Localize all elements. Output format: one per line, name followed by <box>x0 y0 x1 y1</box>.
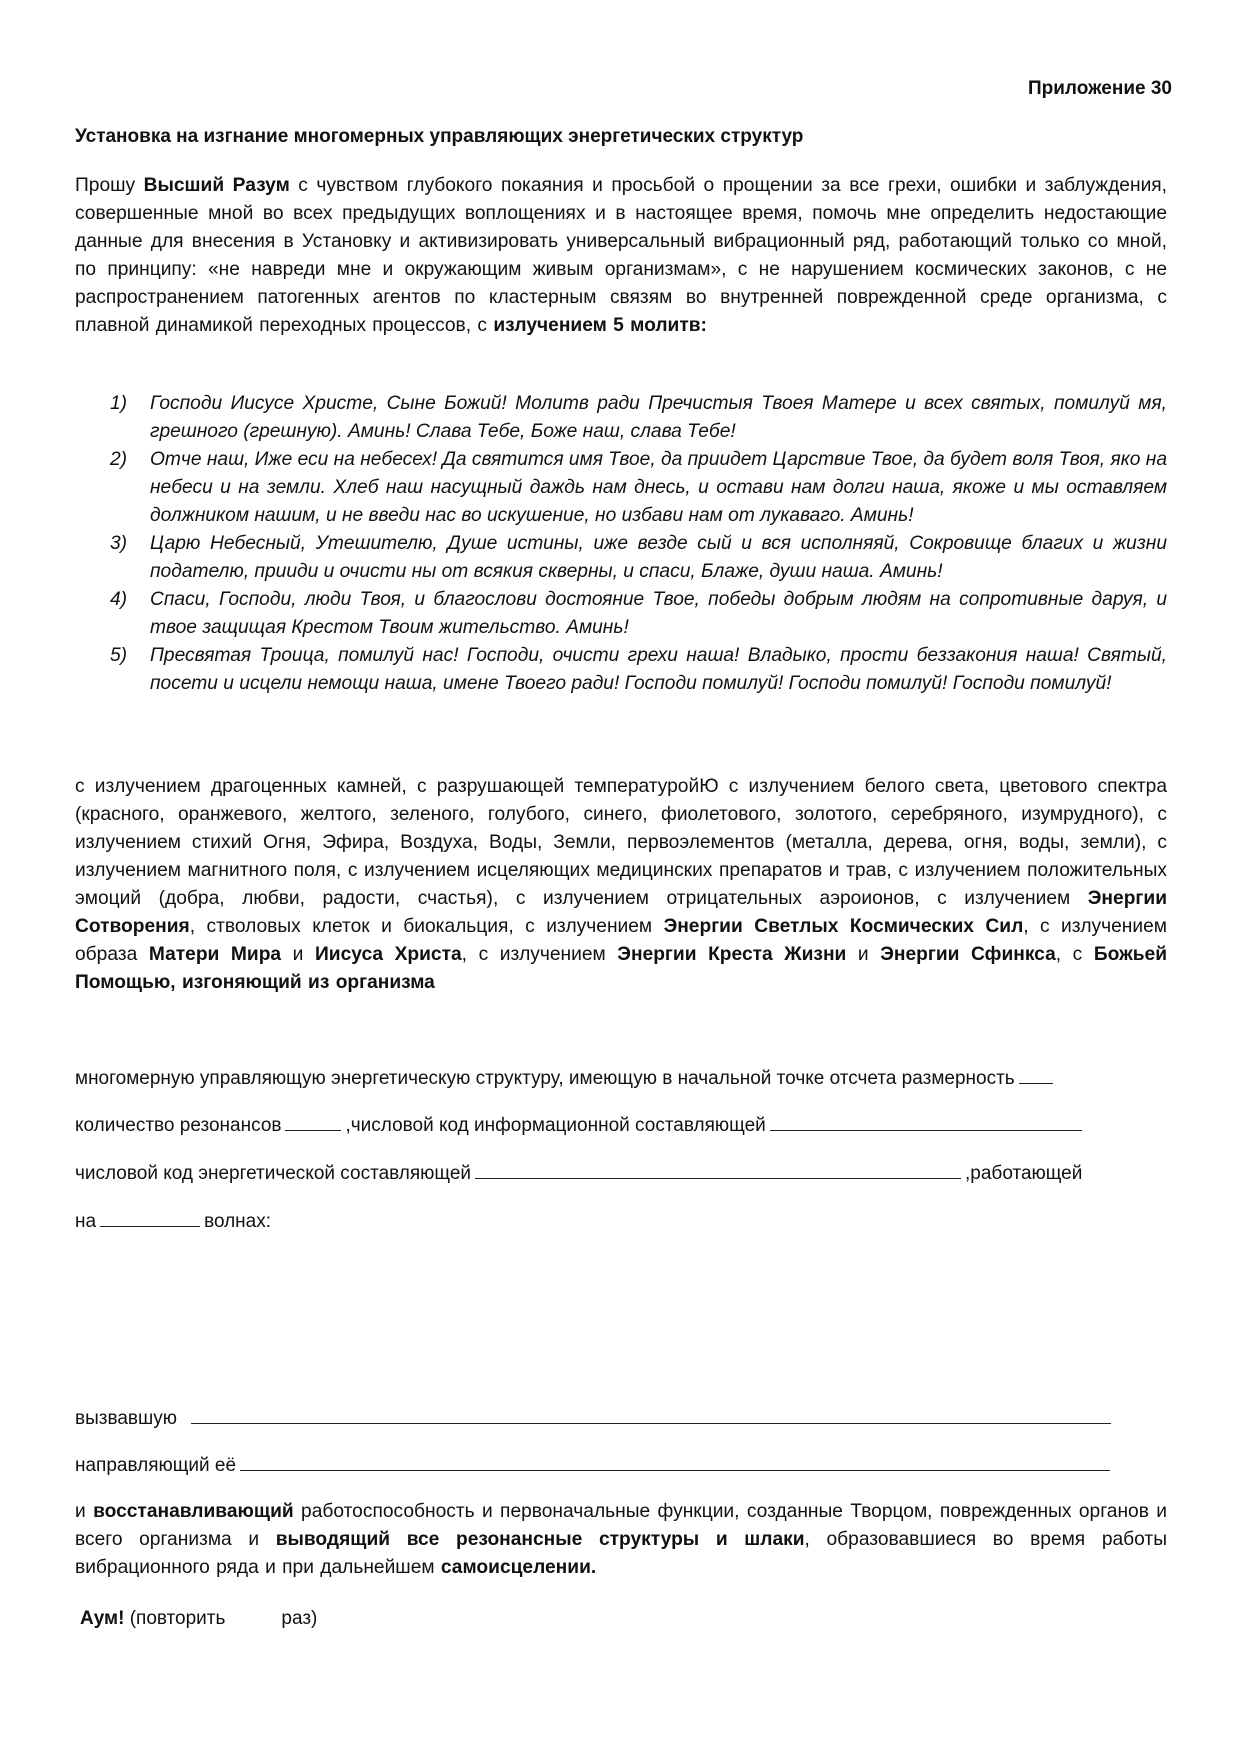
form-row-caused <box>75 1405 1115 1430</box>
closing-bold: самоисцелении. <box>440 1557 597 1578</box>
prayer-item <box>110 586 1167 642</box>
emission-bold: Энергии Креста Жизни <box>617 944 847 965</box>
prayer-number: 3) <box>110 533 128 554</box>
prayer-text: Господи Иисусе Христе, Сыне Божий! Молитв ради Пречистыя Твоея Матере и всех святых, помилуй мя, грешного (грешную). Аминь! Слава Тебе, Боже наш, слава Тебе! <box>150 393 1167 442</box>
emission-bold: Матери Мира <box>148 944 282 965</box>
prayer-item <box>110 530 1167 586</box>
emission-bold: Иисуса Христа <box>315 944 462 965</box>
aum-word: Аум! <box>80 1608 125 1629</box>
prayer-text: Спаси, Господи, люди Твоя, и благослови достояние Твое, победы добрым людям на сопротивные даруя, и твое защищая Крестом Твоим жительство. Аминь! <box>150 589 1167 638</box>
working-label: работающей <box>970 1163 1083 1184</box>
appendix-number: Приложение 30 <box>1027 78 1172 99</box>
prayer-list <box>110 390 1167 698</box>
document-title: Установка на изгнание многомерных управляющих энергетических структур <box>75 126 804 147</box>
emission-paragraph <box>75 773 1167 997</box>
emission-text: , стволовых клеток и биокальция, с излучением <box>189 916 664 937</box>
energy-code-label: числовой код энергетической составляющей <box>75 1163 472 1184</box>
prayer-number: 1) <box>110 393 128 414</box>
emission-bold: Энергии Светлых Космических Сил <box>663 916 1024 937</box>
prayer-item <box>110 446 1167 530</box>
emission-bold: Энергии Сфинкса <box>880 944 1056 965</box>
info-code-field[interactable] <box>770 1112 1082 1131</box>
prayer-text: Царю Небесный, Утешителю, Душе истины, иже везде сый и вся исполняяй, Сокровище благих и жизни подателю, прииди и очисти ны от всякия скверны, и спаси, Блаже, души наша. Аминь! <box>150 533 1167 582</box>
on-label: на <box>75 1211 97 1232</box>
info-code-label: числовой код информационной составляющей <box>350 1115 766 1136</box>
energy-code-field[interactable] <box>475 1160 961 1179</box>
prayer-number: 4) <box>110 589 128 610</box>
intro-paragraph <box>75 172 1167 340</box>
prayer-item <box>110 642 1167 698</box>
directing-field[interactable] <box>240 1452 1110 1471</box>
emission-text: , с излучением образа <box>75 916 1167 965</box>
emission-text: , с <box>1055 944 1094 965</box>
prayer-number: 2) <box>110 449 128 470</box>
prayer-number: 5) <box>110 645 128 666</box>
dimension-label: многомерную управляющую энергетическую структуру, имеющую в начальной точке отсчета размерность <box>75 1068 1015 1089</box>
emission-bold: Энергии Сотворения <box>75 888 1167 937</box>
repeat-suffix: раз) <box>281 1608 318 1629</box>
closing-text: , образовавшиеся во время работы вибрационного ряда и при дальнейшем <box>75 1529 1167 1578</box>
intro-text: Прошу <box>75 175 144 196</box>
prayer-text: Отче наш, Иже еси на небесех! Да святится имя Твое, да приидет Царствие Твое, да будет воля Твоя, яко на небеси и на земли. Хлеб наш насущный даждь нам днесь, и остави нам долги наша, якоже и мы оставляем должником нашим, и не введи нас во искушение, но избави нам от лукаваго. Аминь! <box>150 449 1167 526</box>
form-row-waves <box>75 1208 271 1233</box>
form-row-dimension <box>75 1065 1057 1090</box>
form-row-energy: числовой код энергетической составляющей ,работающей <box>75 1160 1082 1185</box>
closing-text: работоспособность и первоначальные функции, созданные Творцом, поврежденных органов и всего организма и <box>75 1501 1167 1550</box>
form-row-directing <box>75 1452 1114 1477</box>
closing-text: и <box>75 1501 94 1522</box>
resonances-field[interactable] <box>285 1112 341 1131</box>
closing-paragraph <box>75 1498 1167 1582</box>
resonances-label: количество резонансов <box>75 1115 282 1136</box>
aum-line <box>80 1608 317 1630</box>
waves-label: волнах: <box>204 1211 272 1232</box>
intro-text: с чувством глубокого покаяния и просьбой о прощении за все грехи, ошибки и заблуждения, совершенные мной во всех предыдущих воплощениях и в настоящее время, помочь мне определить недостающие данные для внесения в Установку и активизировать универсальный вибрационный ряд, работающий только со мной, по принципу: «не навреди мне и окружающим живым организмам», с не нарушением космических законов, с не распространением патогенных агентов по кластерным связям во внутренней поврежденной среде организма, с плавной динамикой переходных процессов, с <box>75 175 1168 336</box>
emission-text: и <box>846 944 881 965</box>
intro-bold-prayers: излучением 5 молитв: <box>493 315 707 336</box>
repeat-prefix: (повторить <box>129 1608 226 1629</box>
waves-field[interactable] <box>100 1208 200 1227</box>
closing-bold: восстанавливающий <box>93 1501 294 1522</box>
form-row-codes: количество резонансов ,числовой код информационной составляющей <box>75 1112 1086 1137</box>
emission-text: с излучением драгоценных камней, с разрушающей температуройЮ с излучением белого света, цветового спектра (красного, оранжевого, желтого, зеленого, голубого, синего, фиолетового, золотого, серебряного, изумрудного), с излучением стихий Огня, Эфира, Воздуха, Воды, Земли, первоэлементов (металла, дерева, огня, воды, земли), с излучением магнитного поля, с излучением исцеляющих медицинских препаратов и трав, с излучением положительных эмоций (добра, любви, радости, счастья), с излучением отрицательных аэроионов, с излучением <box>75 776 1167 909</box>
intro-bold-higher-mind: Высший Разум <box>143 175 290 196</box>
emission-text: и <box>281 944 315 965</box>
caused-label: вызвавшую <box>75 1408 177 1429</box>
prayer-text: Пресвятая Троица, помилуй нас! Господи, очисти грехи наша! Владыко, прости беззакония наша! Святый, посети и исцели немощи наша, имене Твоего ради! Господи помилуй! Господи помилуй! Господи помилуй! <box>150 645 1167 694</box>
prayer-item <box>110 390 1167 446</box>
closing-bold: выводящий все резонансные структуры и шлаки <box>275 1529 805 1550</box>
dimension-field[interactable] <box>1019 1065 1053 1084</box>
caused-field[interactable] <box>191 1405 1111 1424</box>
directing-label: направляющий её <box>75 1455 237 1476</box>
emission-text: , с излучением <box>461 944 618 965</box>
emission-bold: Божьей Помощью, изгоняющий из организма <box>75 944 1167 993</box>
